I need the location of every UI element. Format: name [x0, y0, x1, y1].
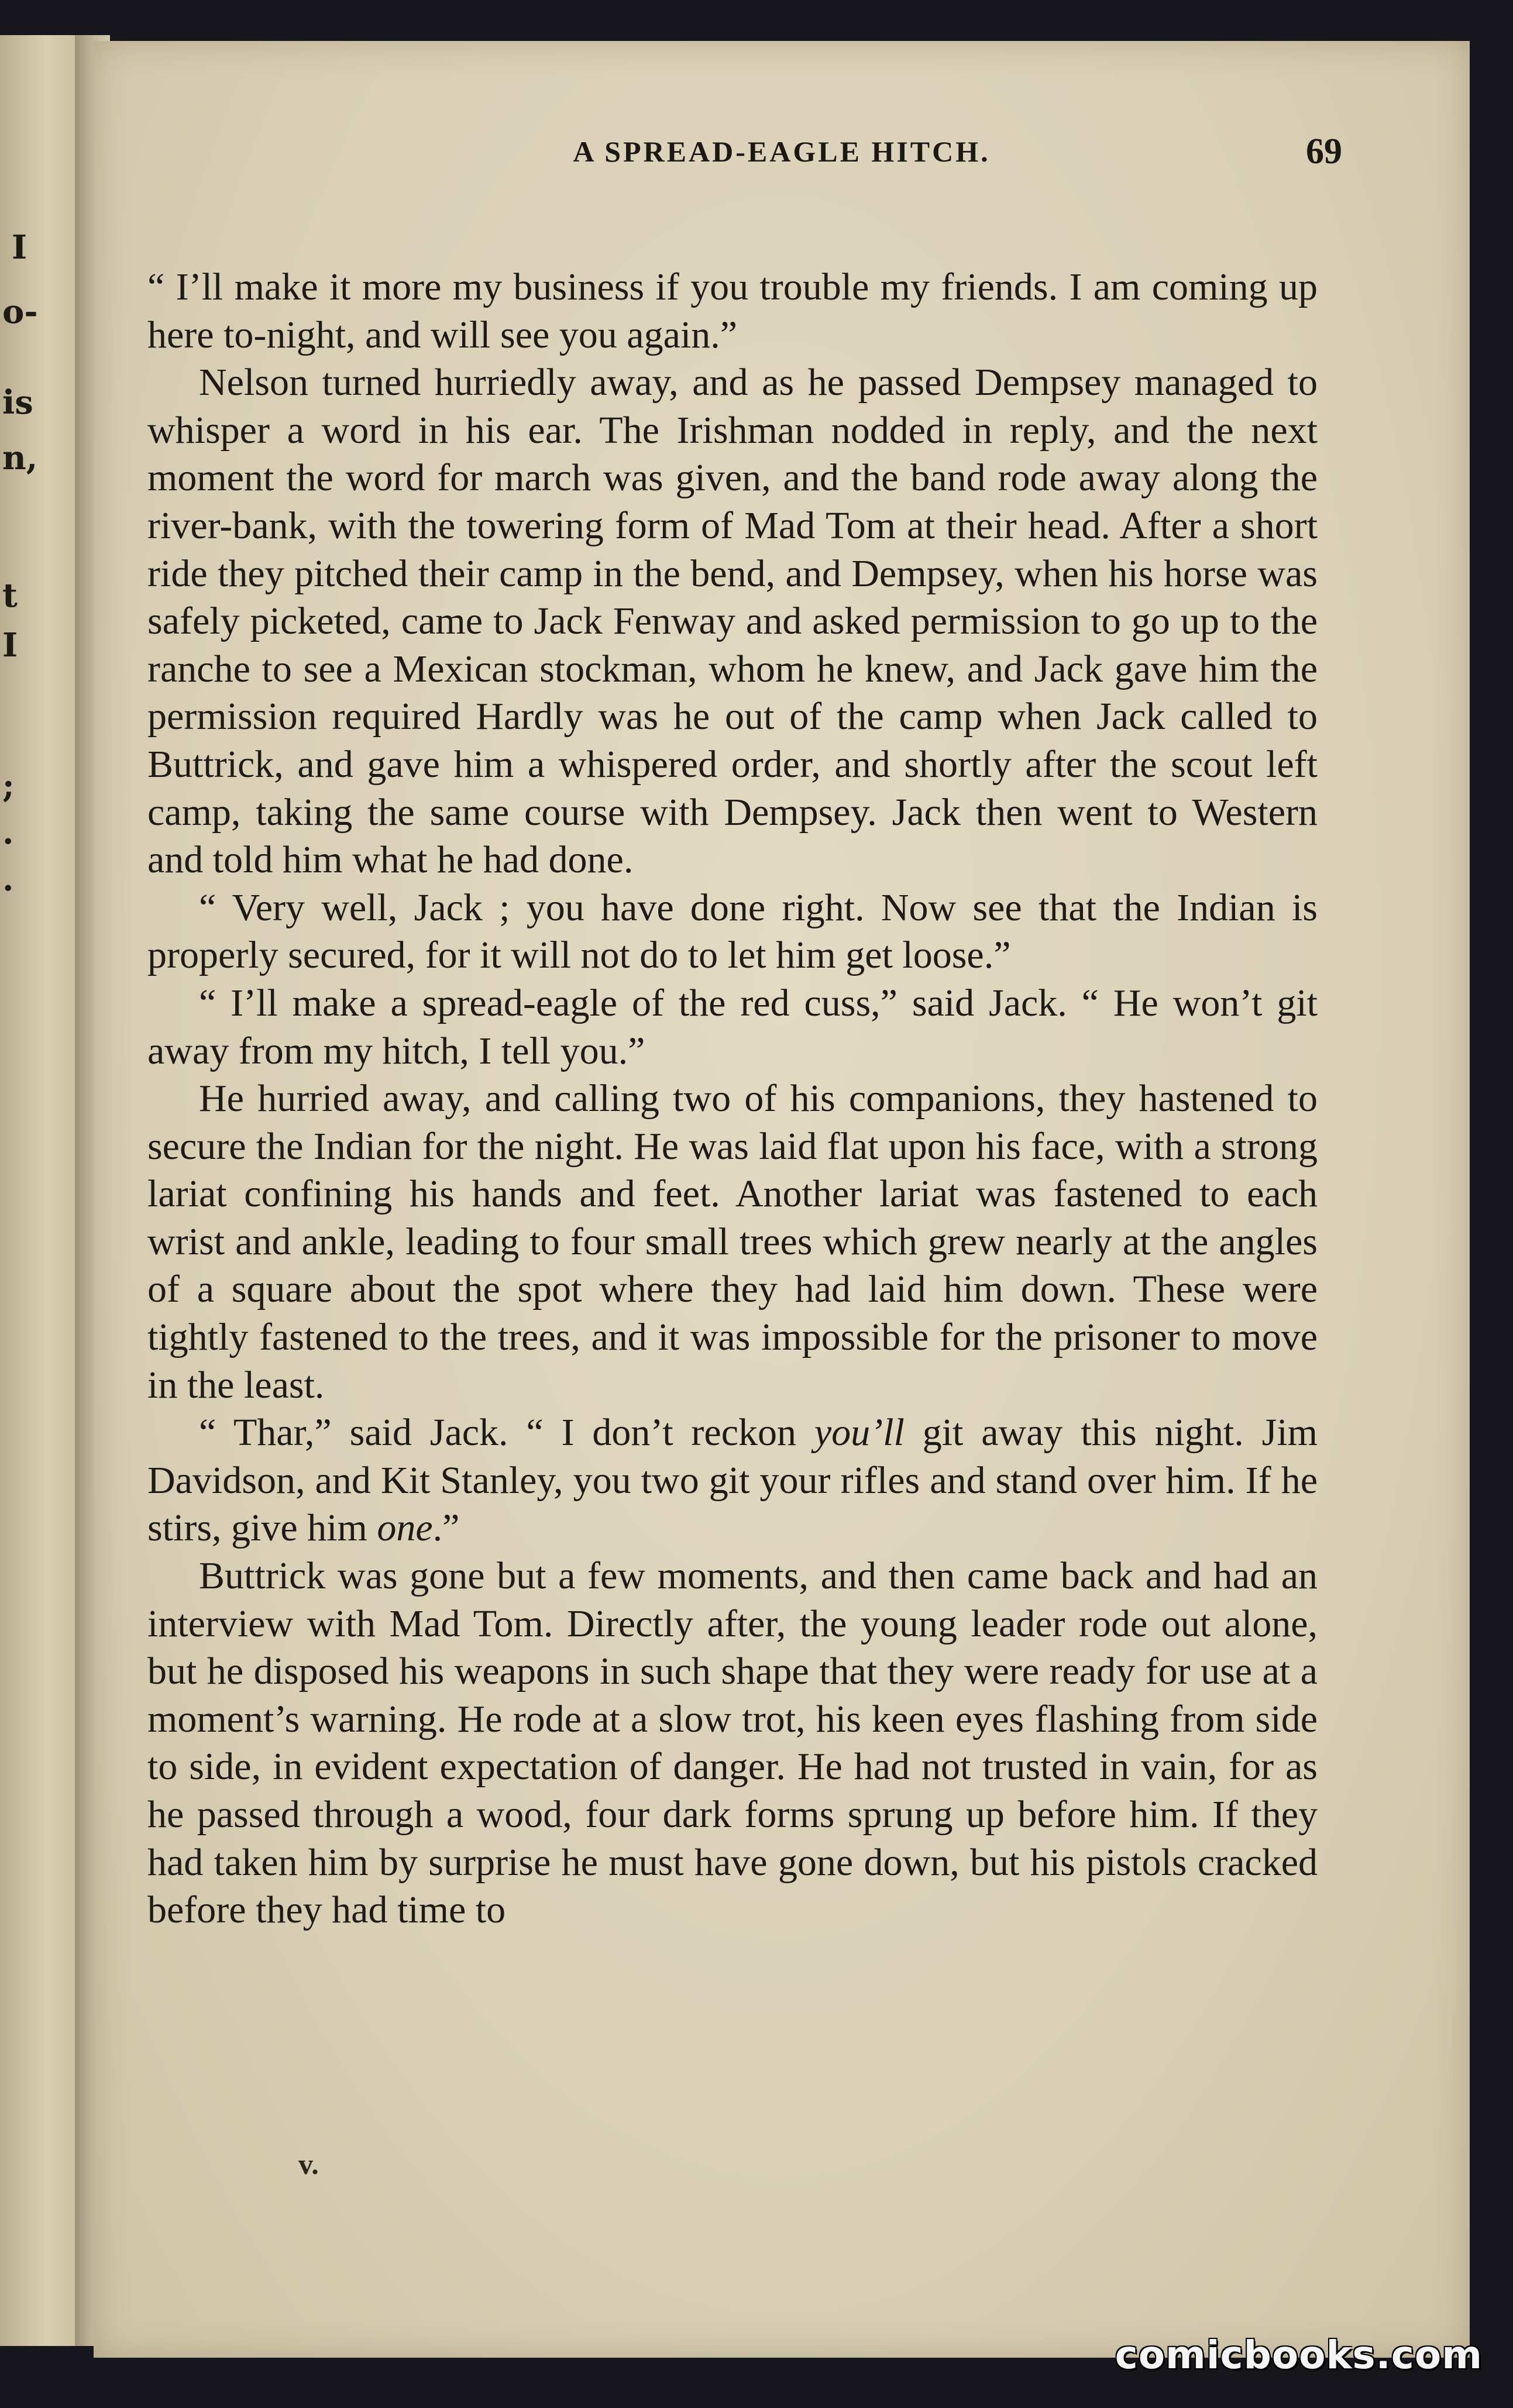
facing-page-edge [0, 35, 82, 2346]
watermark: comicbooks.com [1115, 2333, 1483, 2378]
facing-page-fragment: I [2, 626, 18, 665]
paragraph [147, 1075, 1318, 1409]
facing-page-fragment: n, [2, 439, 38, 477]
paragraph [147, 263, 1318, 359]
paragraph-text: .” [432, 1506, 460, 1550]
paragraph-text: Nelson turned hurriedly away, and as he passed Dempsey managed to whisper a word in his ear. The Irishman nodded in reply, and the next moment the word for march was given, and the band rode away along the river-bank, with the towering form of Mad Tom at their head. After a short ride they pitched their camp in the bend, and Dempsey, when his horse was safely picketed, came to Jack Fenway and asked permission to go up to the ranche to see a Mexican stockman, whom he knew, and Jack gave him the permission required Hardly was he out of the camp when Jack called to Buttrick, and gave him a whispered order, and shortly after the scout left camp, taking the same course with Dempsey. Jack then went to Western and told him what he had done. [147, 361, 1318, 882]
body-text [147, 263, 1318, 1934]
paragraph-text: He hurried away, and calling two of his companions, they hastened to secure the Indian for the night. He was laid flat upon his face, with a strong lariat confining his hands and feet. Another lariat was fastened to each wrist and ankle, leading to four small trees which grew nearly at the angles of a square about the spot where they had laid him down. These were tightly fastened to the trees, and it was impossible for the prisoner to move in the least. [147, 1077, 1318, 1406]
facing-page-fragment: . [2, 860, 14, 899]
book-page [94, 41, 1470, 2358]
paragraph [147, 1409, 1318, 1552]
paragraph [147, 1552, 1318, 1934]
signature-mark: v. [298, 2148, 319, 2180]
paragraph-text: “ I’ll make a spread-eagle of the red cuss,” said Jack. “ He won’t git away from my hitch, I tell you.” [147, 981, 1318, 1072]
facing-page-fragment: t [2, 576, 18, 615]
paragraph [147, 884, 1318, 979]
facing-page-fragment: is [2, 383, 33, 422]
facing-page-fragment: . [2, 813, 14, 852]
facing-page-fragment: o- [2, 293, 38, 331]
paragraph-text: “ I’ll make it more my business if you trouble my friends. I am coming up here to-night, and will see you again.” [147, 266, 1318, 356]
paragraph-text: “ Thar,” said Jack. “ I don’t reckon [199, 1411, 814, 1454]
running-head: A SPREAD-EAGLE HITCH. [573, 135, 991, 168]
paragraph-text: Buttrick was gone but a few moments, and then came back and had an interview with Mad Tom. Directly after, the young leader rode out alone, but he disposed his weapons in such shape that they were ready for use at a moment’s warning. He rode at a slow trot, his keen eyes flashing from side to side, in evident expectation of danger. He had not trusted in vain, for as he passed through a wood, four dark forms sprung up before him. If they had taken him by surprise he must have gone down, but his pistols cracked before they had time to [147, 1554, 1318, 1932]
facing-page-fragment: ; [2, 766, 15, 805]
paragraph-text: git away this night. Jim Davidson, and Kit Stanley, you two git your rifles and stand over him. If he stirs, give him [147, 1411, 1318, 1550]
page-number: 69 [1306, 132, 1342, 171]
italic-text: you’ll [814, 1411, 905, 1454]
page-header [94, 132, 1470, 187]
paragraph [147, 359, 1318, 884]
paragraph [147, 979, 1318, 1075]
paragraph-text: “ Very well, Jack ; you have done right. Now see that the Indian is properly secured, for it will not do to let him get loose.” [147, 886, 1318, 977]
facing-page-fragment: I [12, 228, 27, 267]
italic-text: one [377, 1506, 433, 1550]
